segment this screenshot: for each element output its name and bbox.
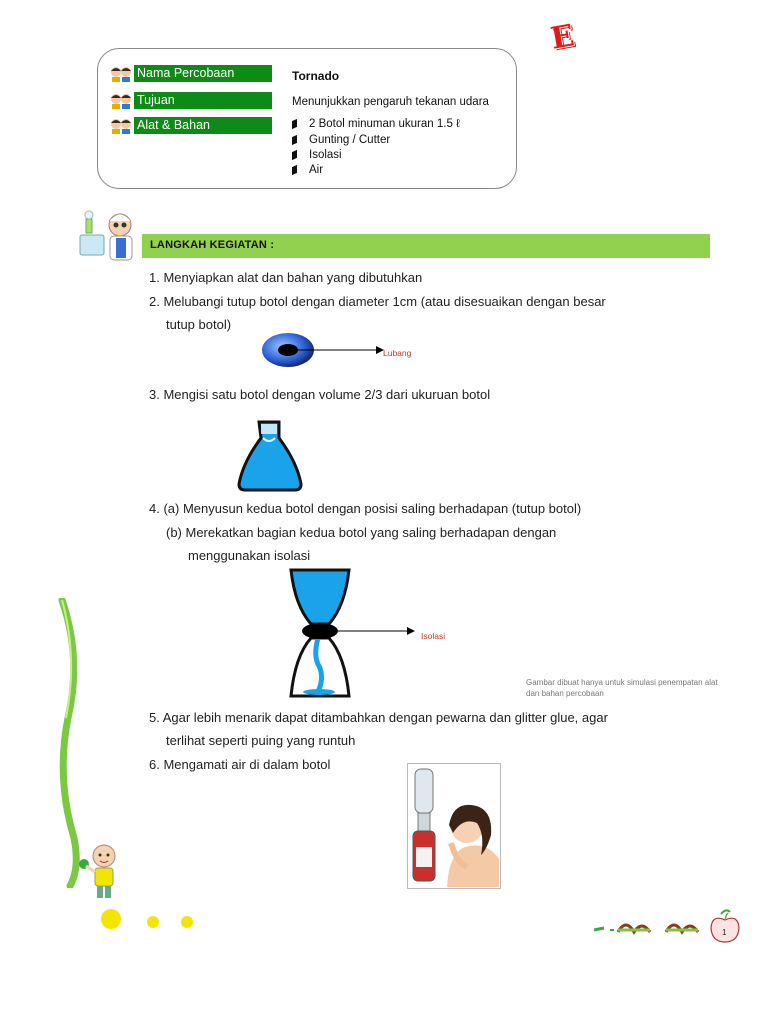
step-4-line-2: (b) Merekatkan bagian kedua botol yang saling berhadapan dengan	[166, 525, 557, 540]
kids-icon	[110, 65, 132, 82]
step-3: 3. Mengisi satu botol dengan volume 2/3 dari ukuruan botol	[149, 387, 491, 402]
page-number: 1	[722, 928, 727, 937]
step-4-line-3: menggunakan isolasi	[188, 548, 311, 563]
experiment-info-box	[97, 48, 517, 189]
section-header-bar	[142, 234, 710, 258]
step-5-line-2: terlihat seperti puing yang runtuh	[166, 733, 356, 748]
step-6: 6. Mengamati air di dalam botol	[149, 757, 331, 772]
label-nama-percobaan: Nama Percobaan	[134, 65, 272, 82]
kids-icon	[110, 92, 132, 109]
boy-cartoon	[76, 842, 126, 904]
label-tujuan: Tujuan	[134, 92, 272, 109]
photo-girl-tornado-bottle	[407, 763, 501, 889]
tools-list-item: Air	[292, 163, 323, 178]
scientist-illustration	[78, 205, 142, 263]
logo-letter-e: E	[548, 18, 577, 57]
bottle-cap-illustration	[258, 330, 458, 370]
section-title: LANGKAH KEGIATAN :	[150, 239, 275, 251]
tools-list-item: 2 Botol minuman ukuran 1.5 ℓ	[292, 117, 460, 132]
step-2-line-2: tutup botol)	[166, 317, 232, 332]
decorative-dots	[96, 906, 200, 934]
caption-isolasi: Isolasi	[421, 631, 446, 641]
kids-icon	[110, 117, 132, 134]
step-4-line-1: 4. (a) Menyusun kedua botol dengan posisi saling berhadapan (tutup botol)	[149, 501, 582, 516]
step-1: 1. Menyiapkan alat dan bahan yang dibutuhkan	[149, 270, 423, 285]
step-2-line-1: 2. Melubangi tutup botol dengan diameter 1cm (atau disesuaikan dengan besar	[149, 294, 606, 309]
filled-bottle-illustration	[235, 418, 307, 494]
tools-list-item: Gunting / Cutter	[292, 133, 390, 148]
label-alat-bahan: Alat & Bahan	[134, 117, 272, 134]
experiment-goal: Menunjukkan pengaruh tekanan udara	[292, 96, 489, 108]
caption-lubang: Lubang	[383, 348, 412, 358]
illustration-note: Gambar dibuat hanya untuk simulasi penempatan alat dan bahan percobaan	[526, 678, 718, 698]
experiment-name: Tornado	[292, 69, 340, 83]
joined-bottles-illustration	[285, 566, 425, 702]
step-5-line-1: 5. Agar lebih menarik dapat ditambahkan dengan pewarna dan glitter glue, agar	[149, 710, 608, 725]
tools-list-item: Isolasi	[292, 148, 342, 163]
